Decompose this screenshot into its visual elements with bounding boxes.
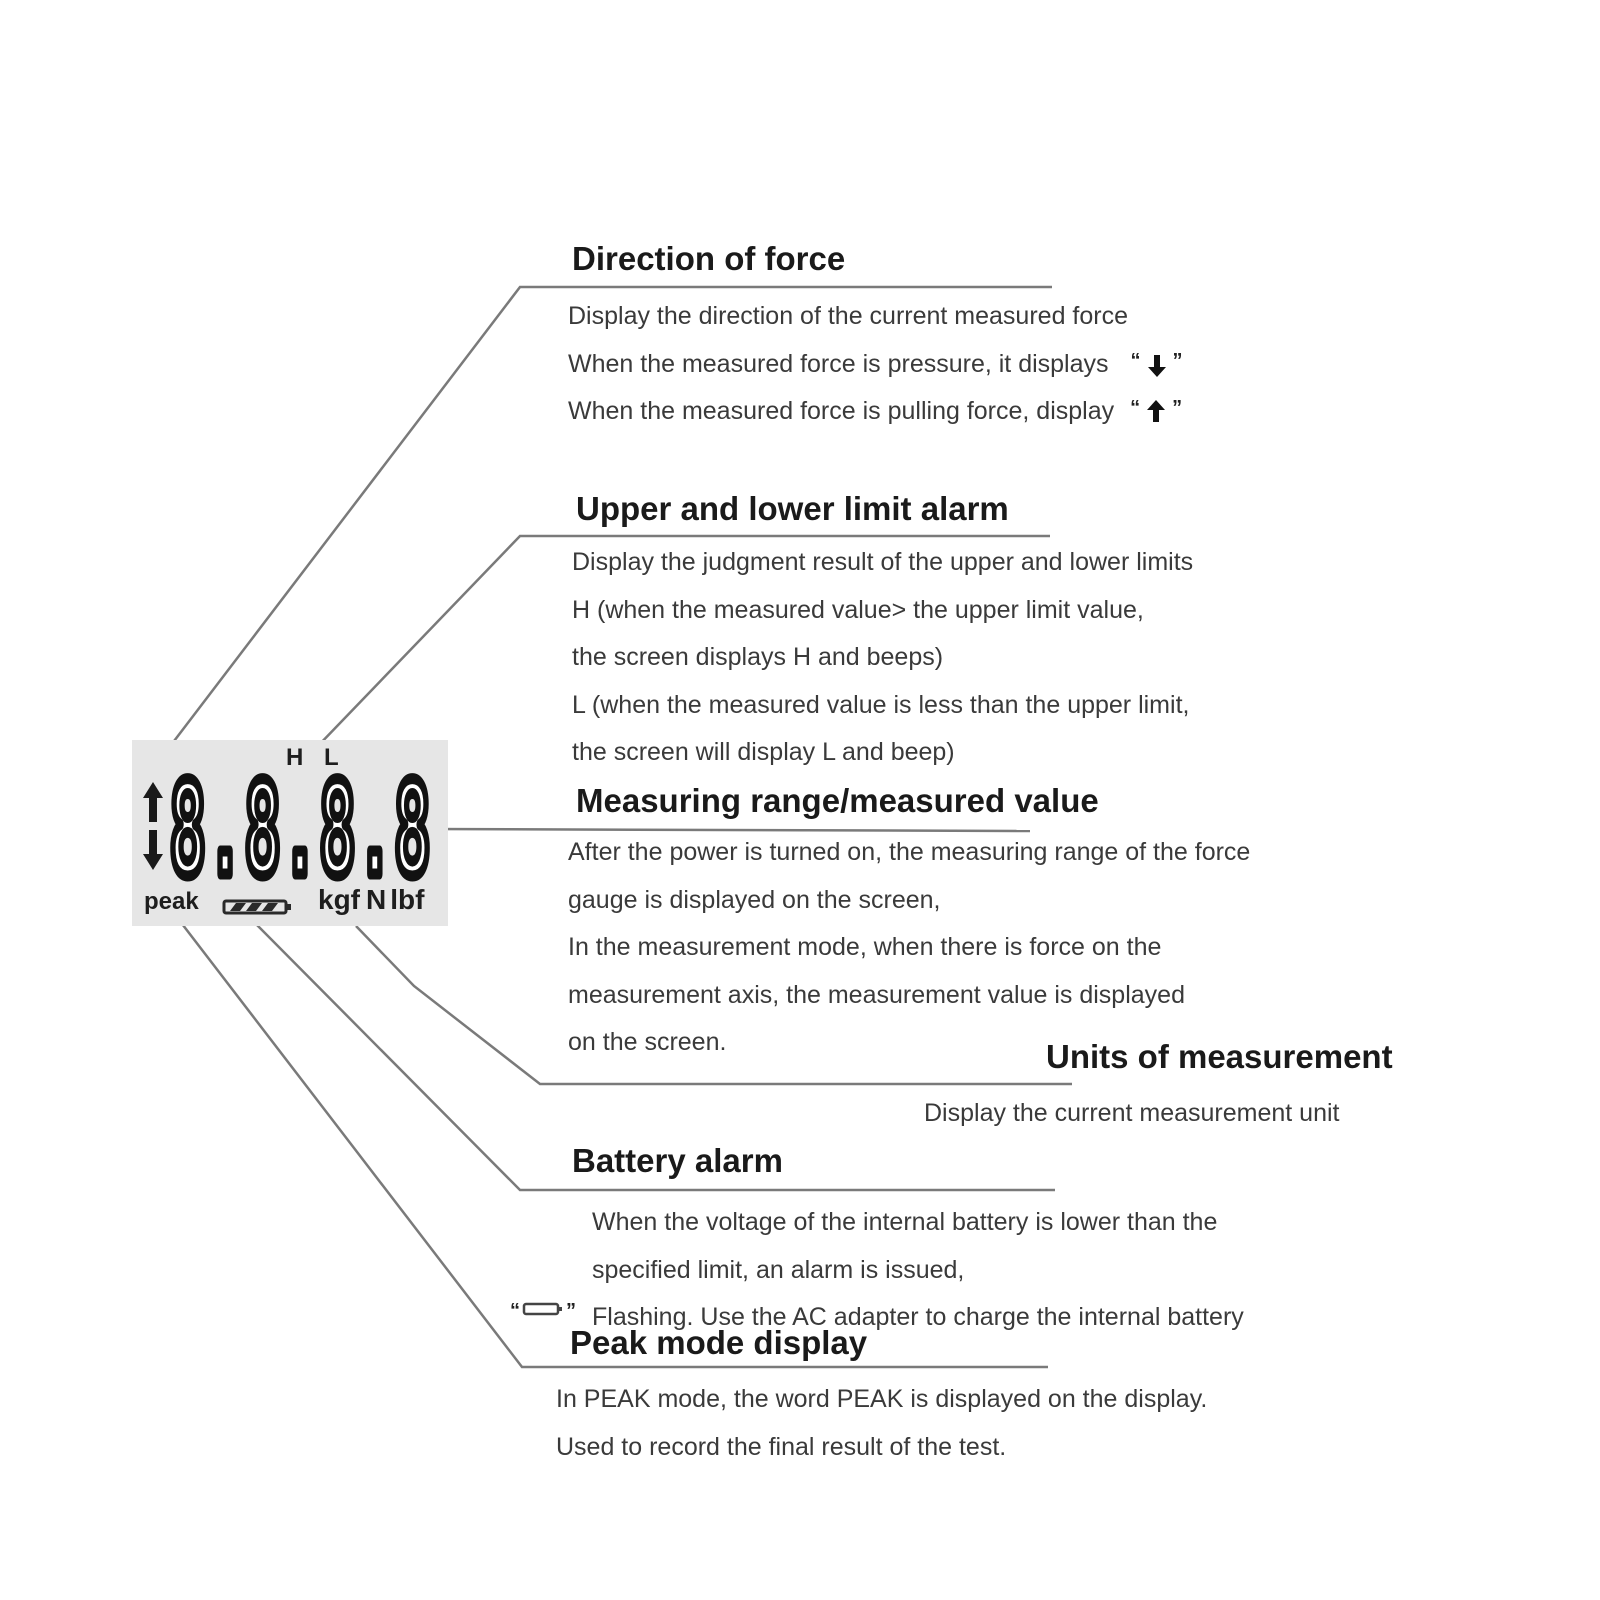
leader-range bbox=[428, 829, 1030, 831]
units-title: Units of measurement bbox=[1046, 1038, 1393, 1075]
peak-title: Peak mode display bbox=[570, 1324, 868, 1361]
lcd-h-indicator: H bbox=[286, 744, 304, 771]
limit-line: the screen will display L and beep) bbox=[572, 738, 955, 766]
peak-line: In PEAK mode, the word PEAK is displayed on the display. bbox=[556, 1385, 1208, 1413]
close-quote: ” bbox=[566, 1300, 576, 1322]
direction-line bbox=[568, 350, 1183, 379]
range-line: After the power is turned on, the measuring range of the force bbox=[568, 838, 1251, 866]
direction-line: Display the direction of the current measured force bbox=[568, 302, 1128, 330]
close-quote: ” bbox=[1172, 397, 1183, 419]
range-line: on the screen. bbox=[568, 1028, 727, 1056]
battery-title: Battery alarm bbox=[572, 1142, 783, 1179]
battery-icon bbox=[222, 898, 292, 916]
open-quote: “ bbox=[1130, 397, 1141, 419]
unit-n: N bbox=[366, 884, 387, 915]
limit-line: H (when the measured value> the upper limit value, bbox=[572, 596, 1144, 624]
down-arrow-icon bbox=[142, 830, 164, 870]
lcd-peak-indicator: peak bbox=[144, 888, 199, 915]
units-line: Display the current measurement unit bbox=[924, 1099, 1340, 1127]
direction-pressure-text: When the measured force is pressure, it displays bbox=[568, 350, 1109, 378]
limit-title: Upper and lower limit alarm bbox=[576, 490, 1009, 527]
battery-symbol bbox=[510, 1300, 576, 1323]
range-title: Measuring range/measured value bbox=[576, 782, 1099, 819]
lcd-digit-readout: 8.8.8.8 bbox=[169, 770, 431, 882]
range-line: In the measurement mode, when there is force on the bbox=[568, 933, 1162, 961]
seven-segment-digits bbox=[167, 770, 435, 882]
limit-line: Display the judgment result of the upper and lower limits bbox=[572, 548, 1194, 576]
empty-battery-icon bbox=[522, 1301, 564, 1317]
open-quote: “ bbox=[510, 1300, 520, 1322]
up-arrow-icon bbox=[142, 782, 164, 822]
battery-line: specified limit, an alarm is issued, bbox=[592, 1256, 965, 1284]
range-line: gauge is displayed on the screen, bbox=[568, 886, 941, 914]
unit-kgf: kgf bbox=[318, 884, 360, 915]
lcd-units bbox=[318, 884, 424, 916]
direction-pulling-text: When the measured force is pulling force, display bbox=[568, 397, 1115, 425]
up-arrow-icon bbox=[1146, 400, 1166, 424]
lcd-display bbox=[132, 740, 448, 926]
close-quote: ” bbox=[1172, 350, 1183, 372]
lcd-l-indicator: L bbox=[324, 744, 339, 771]
down-arrow-icon bbox=[1147, 353, 1167, 377]
open-quote: “ bbox=[1130, 350, 1141, 372]
battery-line: Flashing. Use the AC adapter to charge the internal battery bbox=[592, 1303, 1244, 1331]
direction-title: Direction of force bbox=[572, 240, 846, 277]
direction-line bbox=[568, 397, 1182, 426]
peak-line: Used to record the final result of the test. bbox=[556, 1433, 1007, 1461]
limit-line: the screen displays H and beeps) bbox=[572, 643, 944, 671]
battery-line: When the voltage of the internal battery is lower than the bbox=[592, 1208, 1218, 1236]
limit-line: L (when the measured value is less than the upper limit, bbox=[572, 691, 1190, 719]
range-line: measurement axis, the measurement value is displayed bbox=[568, 981, 1185, 1009]
unit-lbf: lbf bbox=[390, 884, 425, 915]
